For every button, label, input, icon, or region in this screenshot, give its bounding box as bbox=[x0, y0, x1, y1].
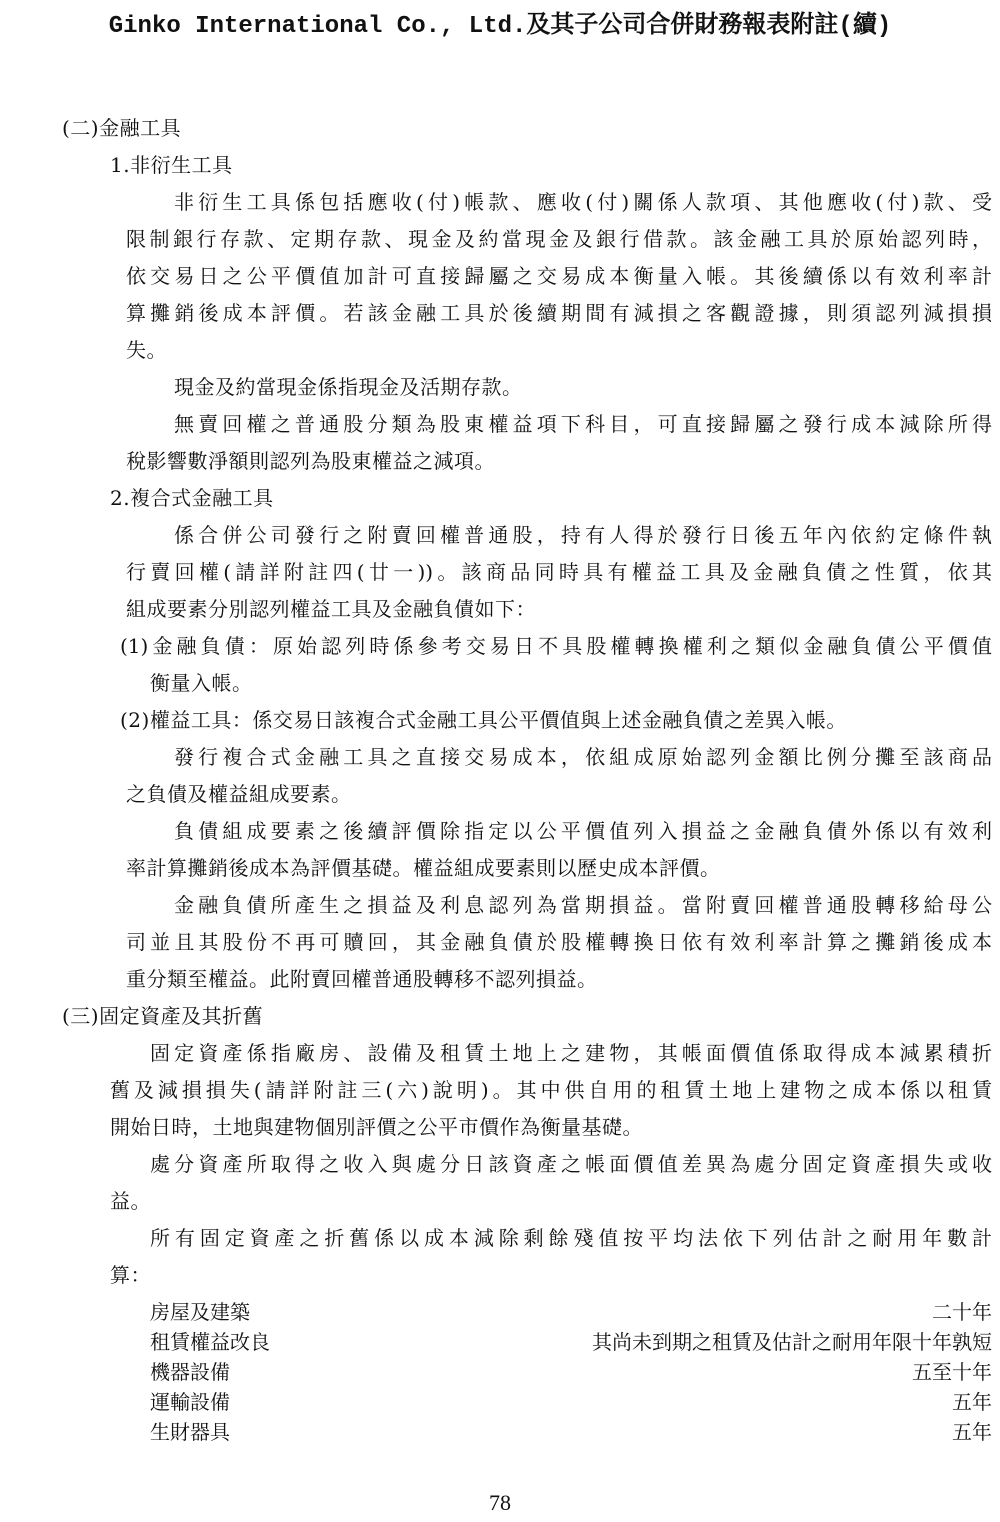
table-row bbox=[62, 1417, 992, 1447]
useful-life: 其尚未到期之租賃及估計之耐用年限十年孰短 bbox=[592, 1330, 992, 1354]
table-row bbox=[62, 1297, 992, 1327]
list-item-equity-instrument: (2)權益工具：係交易日該複合式金融工具公平價值與上述金融負債之差異入帳。 bbox=[120, 708, 847, 732]
paragraph-line: 之負債及權益組成要素。 bbox=[126, 782, 352, 806]
subsection-heading-compound: 2.複合式金融工具 bbox=[110, 486, 274, 510]
paragraph-line: 組成要素分別認列權益工具及金融負債如下： bbox=[126, 597, 536, 621]
paragraph-line: 負債組成要素之後續評價除指定以公平價值列入損益之金融負債外係以有效利 bbox=[174, 819, 992, 843]
page-header-title: Ginko International Co., Ltd.及其子公司合併財務報表附註(續) bbox=[108, 13, 892, 40]
paragraph-line: 處分資產所取得之收入與處分日該資產之帳面價值差異為處分固定資產損失或收 bbox=[150, 1152, 992, 1176]
paragraph-line: 非衍生工具係包括應收(付)帳款、應收(付)關係人款項、其他應收(付)款、受 bbox=[174, 190, 992, 214]
asset-name: 機器設備 bbox=[150, 1360, 230, 1384]
table-row bbox=[62, 1357, 992, 1387]
useful-life: 五年 bbox=[952, 1390, 992, 1414]
paragraph-line: 發行複合式金融工具之直接交易成本，依組成原始認列金額比例分攤至該商品 bbox=[174, 745, 992, 769]
table-row bbox=[62, 1327, 992, 1357]
depreciation-table bbox=[62, 1297, 992, 1447]
paragraph-line: 算： bbox=[110, 1263, 151, 1287]
paragraph-line: 所有固定資產之折舊係以成本減除剩餘殘值按平均法依下列估計之耐用年數計 bbox=[150, 1226, 992, 1250]
paragraph-line: 依交易日之公平價值加計可直接歸屬之交易成本衡量入帳。其後續係以有效利率計 bbox=[126, 264, 992, 288]
paragraph-line: 開始日時，土地與建物個別評價之公平市價作為衡量基礎。 bbox=[110, 1115, 643, 1139]
paragraph-line: 金融負債所產生之損益及利息認列為當期損益。當附賣回權普通股轉移給母公 bbox=[174, 893, 992, 917]
paragraph-line: 算攤銷後成本評價。若該金融工具於後續期間有減損之客觀證據，則須認列減損損 bbox=[126, 301, 992, 325]
asset-name: 運輸設備 bbox=[150, 1390, 230, 1414]
paragraph-line: 係合併公司發行之附賣回權普通股，持有人得於發行日後五年內依約定條件執 bbox=[174, 523, 992, 547]
document-body bbox=[62, 113, 992, 1447]
useful-life: 五年 bbox=[952, 1420, 992, 1444]
section-heading-financial-instruments: (二)金融工具 bbox=[62, 116, 182, 140]
paragraph-line: 行賣回權(請詳附註四(廿一))。該商品同時具有權益工具及金融負債之性質，依其 bbox=[126, 560, 992, 584]
asset-name: 租賃權益改良 bbox=[150, 1330, 270, 1354]
paragraph-line: 重分類至權益。此附賣回權普通股轉移不認列損益。 bbox=[126, 967, 598, 991]
paragraph-line: 無賣回權之普通股分類為股東權益項下科目，可直接歸屬之發行成本減除所得 bbox=[174, 412, 992, 436]
paragraph-line: 失。 bbox=[126, 338, 167, 362]
useful-life: 五至十年 bbox=[912, 1360, 992, 1384]
paragraph-line: 固定資產係指廠房、設備及租賃土地上之建物，其帳面價值係取得成本減累積折 bbox=[150, 1041, 992, 1065]
section-heading-fixed-assets: (三)固定資產及其折舊 bbox=[62, 1004, 264, 1028]
list-item-financial-liability: (1)金融負債：原始認列時係參考交易日不具股權轉換權利之類似金融負債公平價值 bbox=[120, 634, 992, 658]
paragraph-line: 舊及減損損失(請詳附註三(六)說明)。其中供自用的租賃土地上建物之成本係以租賃 bbox=[110, 1078, 992, 1102]
paragraph-line: 益。 bbox=[110, 1189, 151, 1213]
useful-life: 二十年 bbox=[932, 1300, 992, 1324]
asset-name: 生財器具 bbox=[150, 1420, 230, 1444]
list-item-continuation: 衡量入帳。 bbox=[150, 671, 253, 695]
subsection-heading-non-derivative: 1.非衍生工具 bbox=[110, 153, 233, 177]
paragraph-line: 率計算攤銷後成本為評價基礎。權益組成要素則以歷史成本評價。 bbox=[126, 856, 721, 880]
asset-name: 房屋及建築 bbox=[150, 1300, 250, 1324]
page-number: 78 bbox=[489, 1490, 511, 1515]
paragraph-cash: 現金及約當現金係指現金及活期存款。 bbox=[174, 375, 523, 399]
paragraph-line: 稅影響數淨額則認列為股東權益之減項。 bbox=[126, 449, 495, 473]
paragraph-line: 限制銀行存款、定期存款、現金及約當現金及銀行借款。該金融工具於原始認列時， bbox=[126, 227, 992, 251]
paragraph-line: 司並且其股份不再可贖回，其金融負債於股權轉換日依有效利率計算之攤銷後成本 bbox=[126, 930, 992, 954]
table-row bbox=[62, 1387, 992, 1417]
